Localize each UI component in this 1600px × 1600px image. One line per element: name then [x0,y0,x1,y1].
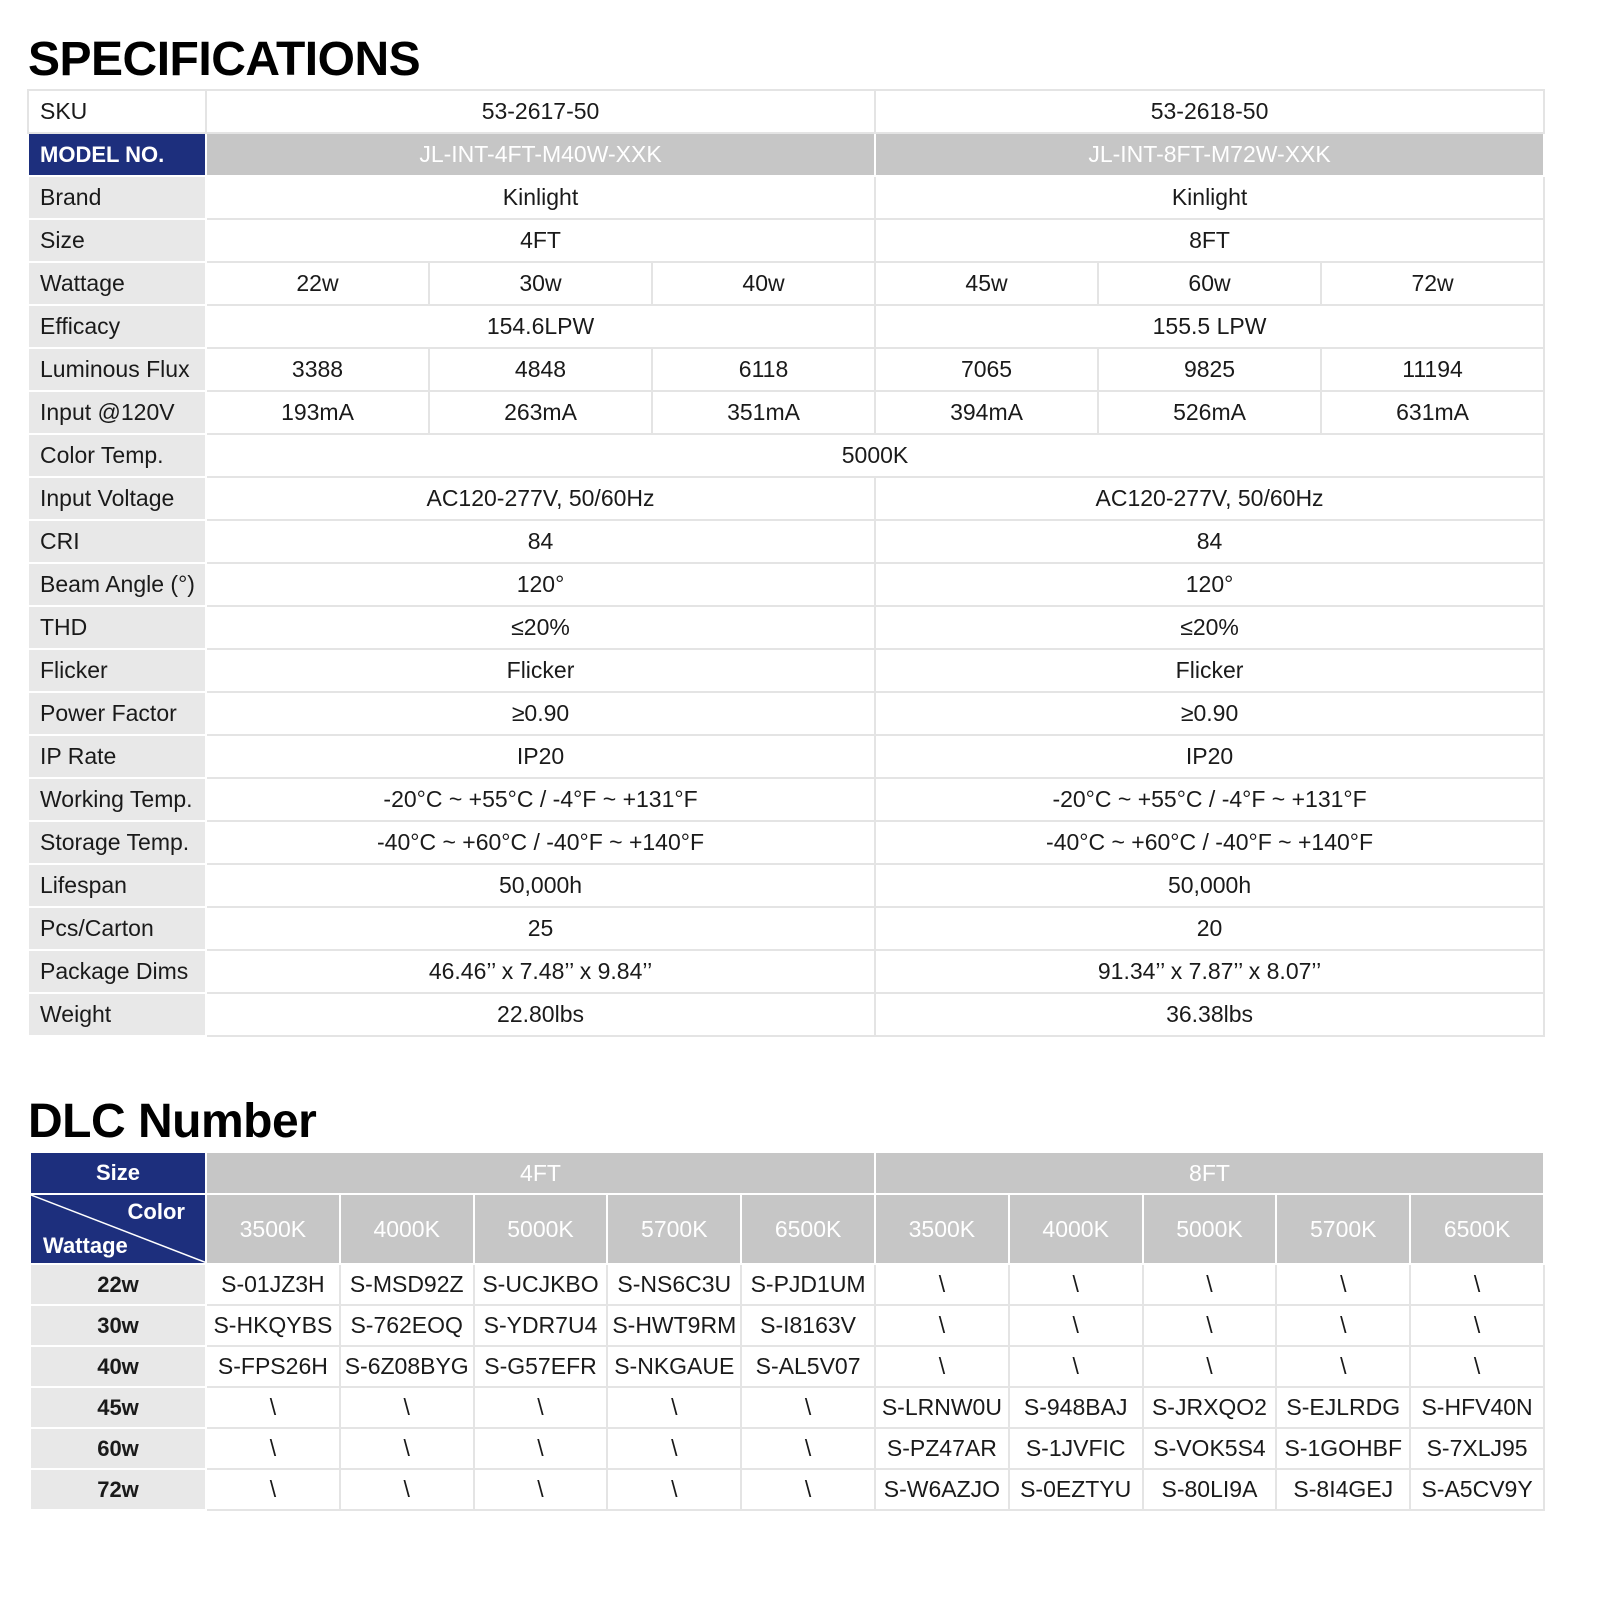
color-header-cell: 4000K [1009,1194,1143,1264]
dlc-cell: \ [741,1428,875,1469]
dlc-cell: S-01JZ3H [206,1264,340,1305]
dlc-cell: \ [1410,1305,1544,1346]
dlc-cell: \ [875,1305,1009,1346]
color-header-cell: 5000K [1143,1194,1277,1264]
spec-row-brand [28,176,1544,219]
specifications-title: SPECIFICATIONS [28,33,421,86]
dlc-cell: S-LRNW0U [875,1387,1009,1428]
spec-value: -40°C ~ +60°C / -40°F ~ +140°F [875,821,1544,864]
spec-value: 526mA [1098,391,1321,434]
size-group-4ft: 4FT [206,1152,875,1194]
color-header-cell: 5700K [1276,1194,1410,1264]
row-label: Beam Angle (°) [28,563,206,606]
dlc-cell: S-80LI9A [1143,1469,1277,1510]
spec-row-storage-temp [28,821,1544,864]
spec-value: -20°C ~ +55°C / -4°F ~ +131°F [875,778,1544,821]
dlc-cell: S-HWT9RM [607,1305,741,1346]
dlc-cell: \ [1009,1346,1143,1387]
size-header: Size [30,1152,206,1194]
dlc-cell: S-HFV40N [1410,1387,1544,1428]
dlc-cell: \ [1009,1305,1143,1346]
dlc-row [30,1469,1544,1510]
dlc-cell: S-A5CV9Y [1410,1469,1544,1510]
dlc-cell: \ [875,1264,1009,1305]
color-header-cell: 6500K [1410,1194,1544,1264]
spec-row-working-temp [28,778,1544,821]
spec-value: 193mA [206,391,429,434]
spec-row-input-voltage [28,477,1544,520]
row-label: Weight [28,993,206,1036]
spec-value: 22w [206,262,429,305]
dlc-cell: S-PZ47AR [875,1428,1009,1469]
spec-value: -20°C ~ +55°C / -4°F ~ +131°F [206,778,875,821]
dlc-cell: \ [474,1387,608,1428]
dlc-cell: S-NS6C3U [607,1264,741,1305]
row-label: CRI [28,520,206,563]
color-header-cell: 5000K [474,1194,608,1264]
dlc-row [30,1387,1544,1428]
spec-row-efficacy [28,305,1544,348]
spec-row-size [28,219,1544,262]
dlc-cell: \ [1143,1346,1277,1387]
spec-value: 50,000h [875,864,1544,907]
dlc-cell: \ [206,1387,340,1428]
dlc-row [30,1305,1544,1346]
dlc-number-table [29,1151,1545,1511]
dlc-cell: \ [741,1387,875,1428]
spec-value: AC120-277V, 50/60Hz [206,477,875,520]
row-label: Working Temp. [28,778,206,821]
spec-value: IP20 [206,735,875,778]
dlc-cell: \ [206,1428,340,1469]
dlc-cell: S-JRXQO2 [1143,1387,1277,1428]
dlc-cell: S-8I4GEJ [1276,1469,1410,1510]
spec-value: 91.34’’ x 7.87’’ x 8.07’’ [875,950,1544,993]
dlc-cell: \ [1009,1264,1143,1305]
dlc-cell: \ [1410,1346,1544,1387]
row-label: Input Voltage [28,477,206,520]
spec-value: Kinlight [206,176,875,219]
row-label: IP Rate [28,735,206,778]
spec-row-beam-angle [28,563,1544,606]
spec-value: 84 [875,520,1544,563]
row-label: Size [28,219,206,262]
dlc-cell: \ [206,1469,340,1510]
spec-row-color-temp [28,434,1544,477]
wattage-header: Wattage [43,1233,128,1258]
dlc-row [30,1346,1544,1387]
row-label: MODEL NO. [28,133,206,176]
dlc-cell: S-PJD1UM [741,1264,875,1305]
wattage-label: 30w [30,1305,206,1346]
dlc-color-row [30,1194,1544,1264]
dlc-cell: \ [1410,1264,1544,1305]
color-header-cell: 6500K [741,1194,875,1264]
spec-row-pcs-carton [28,907,1544,950]
spec-value: JL-INT-8FT-M72W-XXK [875,133,1544,176]
dlc-cell: \ [607,1428,741,1469]
spec-value: 60w [1098,262,1321,305]
spec-row-thd [28,606,1544,649]
spec-value: 3388 [206,348,429,391]
spec-row-lifespan [28,864,1544,907]
spec-value: IP20 [875,735,1544,778]
dlc-cell: S-7XLJ95 [1410,1428,1544,1469]
dlc-cell: S-YDR7U4 [474,1305,608,1346]
spec-value: 30w [429,262,652,305]
spec-value: 46.46’’ x 7.48’’ x 9.84’’ [206,950,875,993]
spec-value: ≤20% [875,606,1544,649]
dlc-cell: S-W6AZJO [875,1469,1009,1510]
spec-value: Flicker [206,649,875,692]
spec-value: ≤20% [206,606,875,649]
color-header-cell: 3500K [875,1194,1009,1264]
dlc-cell: S-FPS26H [206,1346,340,1387]
color-wattage-corner [30,1194,206,1264]
row-label: Color Temp. [28,434,206,477]
spec-value: 120° [875,563,1544,606]
spec-value: 4FT [206,219,875,262]
spec-value: ≥0.90 [206,692,875,735]
spec-value: 7065 [875,348,1098,391]
color-header-cell: 5700K [607,1194,741,1264]
dlc-cell: \ [1276,1264,1410,1305]
spec-value: 8FT [875,219,1544,262]
dlc-cell: S-VOK5S4 [1143,1428,1277,1469]
spec-value: 9825 [1098,348,1321,391]
spec-value: 72w [1321,262,1544,305]
spec-value: 53-2617-50 [206,90,875,133]
row-label: Lifespan [28,864,206,907]
spec-row-weight [28,993,1544,1036]
dlc-row [30,1428,1544,1469]
dlc-cell: \ [875,1346,1009,1387]
row-label: Luminous Flux [28,348,206,391]
spec-value: 5000K [206,434,1544,477]
spec-value: Kinlight [875,176,1544,219]
dlc-cell: S-I8163V [741,1305,875,1346]
spec-value: 263mA [429,391,652,434]
dlc-cell: S-1GOHBF [1276,1428,1410,1469]
dlc-cell: \ [607,1387,741,1428]
spec-row-sku [28,90,1544,133]
spec-value: 45w [875,262,1098,305]
row-label: Wattage [28,262,206,305]
dlc-cell: S-UCJKBO [474,1264,608,1305]
spec-row-input-current [28,391,1544,434]
row-label: Power Factor [28,692,206,735]
wattage-label: 45w [30,1387,206,1428]
spec-value: 154.6LPW [206,305,875,348]
dlc-number-title: DLC Number [28,1095,317,1148]
size-group-8ft: 8FT [875,1152,1544,1194]
spec-value: 20 [875,907,1544,950]
dlc-cell: S-NKGAUE [607,1346,741,1387]
row-label: Flicker [28,649,206,692]
dlc-cell: \ [1143,1264,1277,1305]
row-label: Brand [28,176,206,219]
row-label: Package Dims [28,950,206,993]
spec-row-wattage [28,262,1544,305]
dlc-cell: \ [1276,1305,1410,1346]
dlc-cell: S-EJLRDG [1276,1387,1410,1428]
spec-value: 53-2618-50 [875,90,1544,133]
spec-value: 631mA [1321,391,1544,434]
spec-row-ip-rate [28,735,1544,778]
spec-value: 50,000h [206,864,875,907]
dlc-cell: \ [340,1428,474,1469]
spec-value: 36.38lbs [875,993,1544,1036]
wattage-label: 40w [30,1346,206,1387]
wattage-label: 22w [30,1264,206,1305]
dlc-cell: S-G57EFR [474,1346,608,1387]
dlc-cell: S-0EZTYU [1009,1469,1143,1510]
dlc-cell: S-MSD92Z [340,1264,474,1305]
spec-row-cri [28,520,1544,563]
spec-value: -40°C ~ +60°C / -40°F ~ +140°F [206,821,875,864]
row-label: Storage Temp. [28,821,206,864]
spec-value: 155.5 LPW [875,305,1544,348]
spec-value: Flicker [875,649,1544,692]
dlc-cell: S-948BAJ [1009,1387,1143,1428]
spec-value: 25 [206,907,875,950]
specifications-table [27,89,1545,1037]
dlc-cell: S-HKQYBS [206,1305,340,1346]
row-label: Input @120V [28,391,206,434]
dlc-cell: \ [607,1469,741,1510]
color-header-cell: 3500K [206,1194,340,1264]
spec-value: 22.80lbs [206,993,875,1036]
spec-value: 6118 [652,348,875,391]
spec-value: 120° [206,563,875,606]
dlc-cell: \ [474,1469,608,1510]
spec-row-flicker [28,649,1544,692]
dlc-cell: \ [340,1469,474,1510]
color-header-cell: 4000K [340,1194,474,1264]
dlc-cell: S-AL5V07 [741,1346,875,1387]
dlc-cell: S-6Z08BYG [340,1346,474,1387]
spec-row-model [28,133,1544,176]
dlc-cell: \ [474,1428,608,1469]
color-header: Color [127,1199,185,1224]
wattage-label: 72w [30,1469,206,1510]
spec-value: 4848 [429,348,652,391]
dlc-cell: S-762EOQ [340,1305,474,1346]
spec-value: AC120-277V, 50/60Hz [875,477,1544,520]
dlc-cell: S-1JVFIC [1009,1428,1143,1469]
row-label: Pcs/Carton [28,907,206,950]
row-label: SKU [28,90,206,133]
spec-value: ≥0.90 [875,692,1544,735]
dlc-size-row [30,1152,1544,1194]
dlc-cell: \ [1276,1346,1410,1387]
wattage-label: 60w [30,1428,206,1469]
row-label: THD [28,606,206,649]
spec-row-luminous-flux [28,348,1544,391]
spec-value: 394mA [875,391,1098,434]
dlc-cell: \ [741,1469,875,1510]
spec-value: 11194 [1321,348,1544,391]
row-label: Efficacy [28,305,206,348]
spec-row-package-dims [28,950,1544,993]
spec-row-power-factor [28,692,1544,735]
dlc-cell: \ [340,1387,474,1428]
spec-value: 40w [652,262,875,305]
spec-value: JL-INT-4FT-M40W-XXK [206,133,875,176]
spec-value: 84 [206,520,875,563]
dlc-cell: \ [1143,1305,1277,1346]
dlc-row [30,1264,1544,1305]
spec-value: 351mA [652,391,875,434]
